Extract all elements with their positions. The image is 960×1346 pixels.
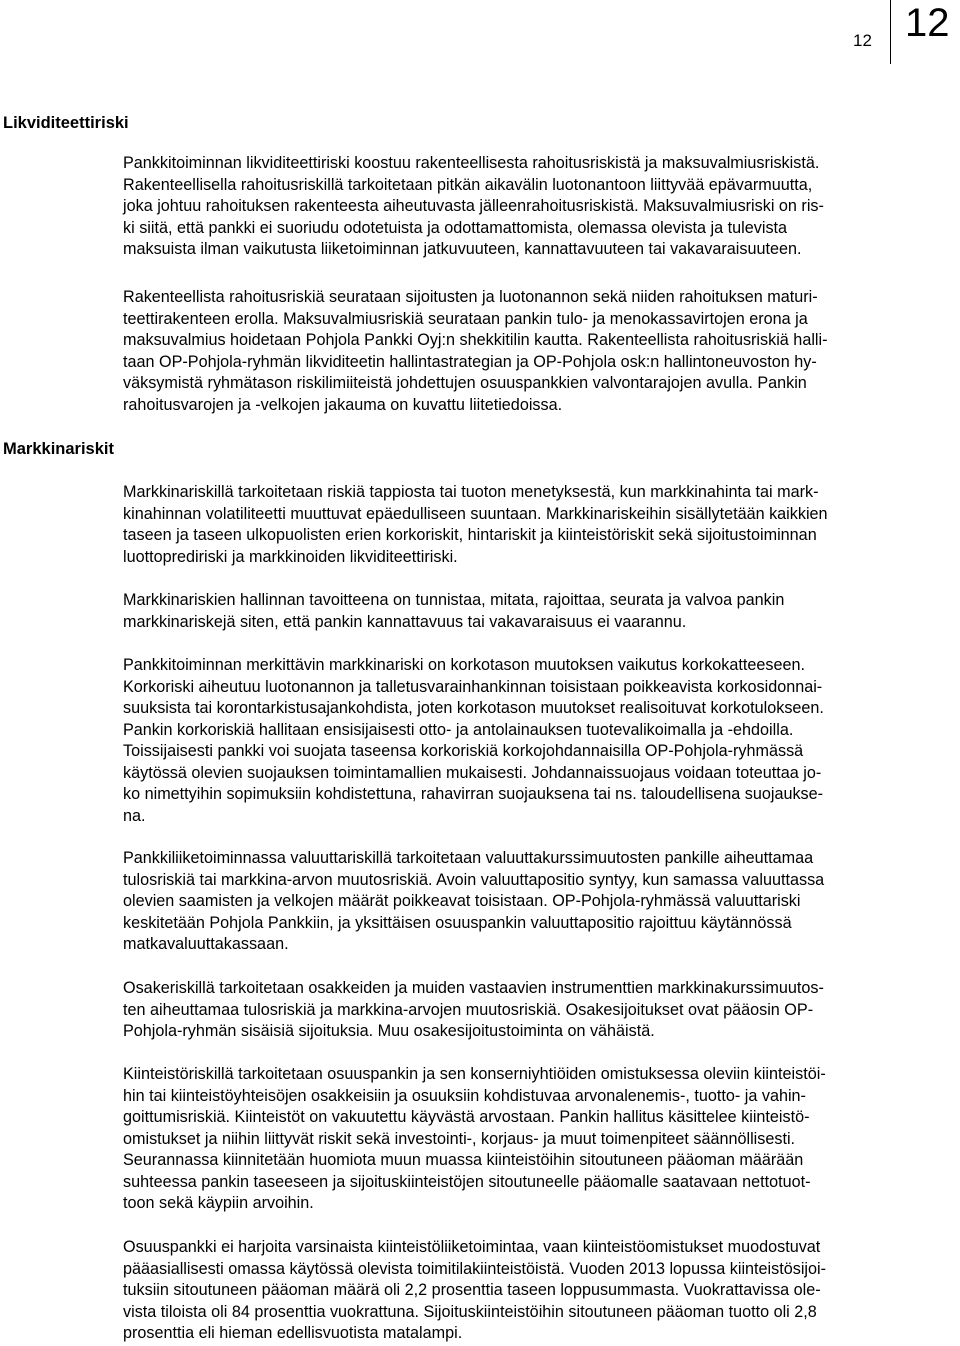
paragraph-line: pääasiallisesti omassa käytössä olevista toimitilakiinteistöistä. Vuoden 2013 lopussa kiinteistösijoi- [123, 1259, 827, 1278]
section-heading-liquidity-risk: Likviditeettiriski [3, 114, 129, 132]
paragraph-line: suhteessa pankin taseeseen ja sijoituskiinteistöjen sitoutuneelle pääomalle saatavaan nettotuot- [123, 1172, 811, 1191]
paragraph-line: matkavaluuttakassaan. [123, 935, 289, 953]
paragraph-line: käytössä olevien suojauksen toimintamallien mukaisesti. Johdannaissuojaus voidaan toteuttaa jo- [123, 763, 822, 782]
paragraph-line: taseen ja taseen ulkopuolisten erien korkoriskit, hintariskit ja kiinteistöriskit sekä sijoitustoiminnan [123, 526, 817, 544]
paragraph-line: luottoprediriski ja markkinoiden likviditeettiriski. [123, 547, 458, 566]
paragraph-line: tulosriskiä tai markkina-arvon muutosriskiä. Avoin valuuttapositio syntyy, kun samassa valuuttassa [123, 870, 825, 889]
paragraph-line: ko nimettyihin sopimuksiin kohdistettuna, rahavirran suojauksena tai ns. taloudellisena suojaukse- [123, 785, 824, 803]
paragraph-line: na. [123, 806, 146, 825]
page-number-small: 12 [853, 31, 872, 50]
paragraph [123, 1064, 953, 1215]
paragraph-line: Seurannassa kiinnitetään huomiota muun muassa kiinteistöihin sitoutuneen pääoman määrään [123, 1151, 804, 1169]
page-number-divider [890, 0, 891, 64]
paragraph-line: maksuista ilman vaikutusta liiketoiminnan jatkuvuuteen, kannattavuuteen tai vakavaraisuuteen. [123, 240, 802, 258]
paragraph-line: Pankin korkoriskiä hallitaan ensisijaisesti otto- ja antolainauksen tuotevalikoimalla ja -ehdoilla. [123, 720, 794, 739]
paragraph-line: prosenttia eli hieman edellisvuotista matalampi. [123, 1324, 463, 1342]
paragraph-line: hin tai kiinteistöyhteisöjen osakkeisiin ja osuuksiin kohdistuvaa arvonalenemis-, tuotto- ja vahin- [123, 1086, 806, 1105]
paragraph-line: ki siitä, että pankki ei suoriudu odotetuista ja odottamattomista, olemassa olevista ja tulevista [123, 218, 788, 237]
paragraph-line: kinahinnan volatiliteetti muuttuvat epäedulliseen suuntaan. Markkinariskeihin sisällytetään kaikkien [123, 504, 828, 523]
paragraph [123, 848, 953, 956]
paragraph [123, 287, 953, 416]
paragraph-line: Markkinariskien hallinnan tavoitteena on tunnistaa, mitata, rajoittaa, seurata ja valvoa pankin [123, 591, 785, 609]
paragraph-line: rahoitusvarojen ja -velkojen jakauma on kuvattu liitetiedoissa. [123, 395, 563, 414]
paragraph-line: goittumisriskiä. Kiinteistöt on vakuutettu käyvästä arvostaan. Pankin hallitus käsittelee kiinteistö- [123, 1108, 810, 1126]
paragraph [123, 655, 953, 827]
paragraph-line: Pankkitoiminnan likviditeettiriski koostuu rakenteellisesta rahoitusriskistä ja maksuvalmiusriskistä. [123, 154, 820, 172]
paragraph-line: Kiinteistöriskillä tarkoitetaan osuuspankin ja sen konserniyhtiöiden omistuksessa oleviin kiinteistöi- [123, 1065, 826, 1083]
paragraph-line: Pohjola-ryhmän sisäisiä sijoituksia. Muu osakesijoitustoiminta on vähäistä. [123, 1022, 655, 1040]
paragraph-line: ten aiheuttamaa tulosriskiä ja markkina-arvojen muutosriskiä. Osakesijoitukset ovat pääosin OP- [123, 1000, 814, 1019]
section-heading-market-risks: Markkinariskit [3, 440, 114, 458]
paragraph-line: Toissijaisesti pankki voi suojata taseensa korkoriskiä korkojohdannaisilla OP-Pohjola-ryhmässä [123, 742, 804, 760]
paragraph [123, 1237, 953, 1345]
paragraph-line: Korkoriski aiheutuu luotonannon ja talletusvarainhankinnan toisistaan poikkeavista korkosidonnai- [123, 677, 823, 696]
paragraph [123, 153, 953, 261]
paragraph-line: toon sekä käypiin arvoihin. [123, 1194, 314, 1212]
paragraph [123, 482, 953, 568]
paragraph-line: keskitetään Pohjola Pankkiin, ja yksittäisen osuuspankin valuuttapositio rajoittuu käytännössä [123, 913, 792, 932]
paragraph-line: maksuvalmius hoidetaan Pohjola Pankki Oyj:n shekkitilin kautta. Rakenteellista rahoitusriskiä halli- [123, 331, 828, 349]
paragraph-line: Pankkiliiketoiminnassa valuuttariskillä tarkoitetaan valuuttakurssimuutosten pankille aiheuttamaa [123, 849, 814, 867]
paragraph-line: olevien saamisten ja velkojen määrät poikkeavat toisistaan. OP-Pohjola-ryhmässä valuuttariski [123, 892, 801, 910]
paragraph-line: tuksiin sitoutuneen pääoman määrä oli 2,2 prosenttia taseen loppusummasta. Vuokrattavissa ole- [123, 1281, 821, 1299]
paragraph [123, 590, 953, 633]
paragraph-line: Osuuspankki ei harjoita varsinaista kiinteistöliiketoimintaa, vaan kiinteistöomistukset muodostuvat [123, 1238, 821, 1256]
paragraph-line: joka johtuu rahoituksen rakenteesta aiheutuvasta jälleenrahoitusriskistä. Maksuvalmiusriski on ris- [123, 197, 824, 215]
paragraph-line: Markkinariskillä tarkoitetaan riskiä tappiosta tai tuoton menetyksestä, kun markkinahinta tai mark- [123, 483, 819, 501]
paragraph-line: Pankkitoiminnan merkittävin markkinariski on korkotason muutoksen vaikutus korkokatteeseen. [123, 656, 805, 674]
paragraph-line: väksymistä ryhmätason riskilimiiteistä johdettujen osuuspankkien valvontarajojen avulla. Pankin [123, 374, 807, 392]
paragraph-line: Osakeriskillä tarkoitetaan osakkeiden ja muiden vastaavien instrumenttien markkinakurssimuutos- [123, 979, 824, 997]
paragraph-line: omistukset ja niihin liittyvät riskit sekä investointi-, korjaus- ja muut toimenpiteet säännöllisesti. [123, 1129, 796, 1148]
paragraph-line: markkinariskejä siten, että pankin kannattavuus tai vakavaraisuus ei vaarannu. [123, 612, 687, 631]
paragraph-line: Rakenteellisella rahoitusriskillä tarkoitetaan pitkän aikavälin luotonantoon liittyvää epävarmuutta, [123, 175, 813, 194]
paragraph-line: suuksista tai korontarkistusajankohdista, joten korkotason muutokset realisoituvat korkotulokseen. [123, 699, 824, 717]
paragraph [123, 978, 953, 1043]
paragraph-line: vista tiloista oli 84 prosenttia vuokrattuna. Sijoituskiinteistöihin sitoutuneen pääoman tuotto oli 2,8 [123, 1302, 817, 1321]
paragraph-line: taan OP-Pohjola-ryhmän likviditeetin hallintastrategian ja OP-Pohjola osk:n hallintoneuvoston hy- [123, 352, 817, 371]
paragraph-line: Rakenteellista rahoitusriskiä seurataan sijoitusten ja luotonannon sekä niiden rahoituksen maturi- [123, 288, 818, 306]
page-number-large: 12 [905, 1, 950, 45]
paragraph-line: teettirakenteen erolla. Maksuvalmiusriskiä seurataan pankin tulo- ja menokassavirtojen erona ja [123, 309, 808, 328]
